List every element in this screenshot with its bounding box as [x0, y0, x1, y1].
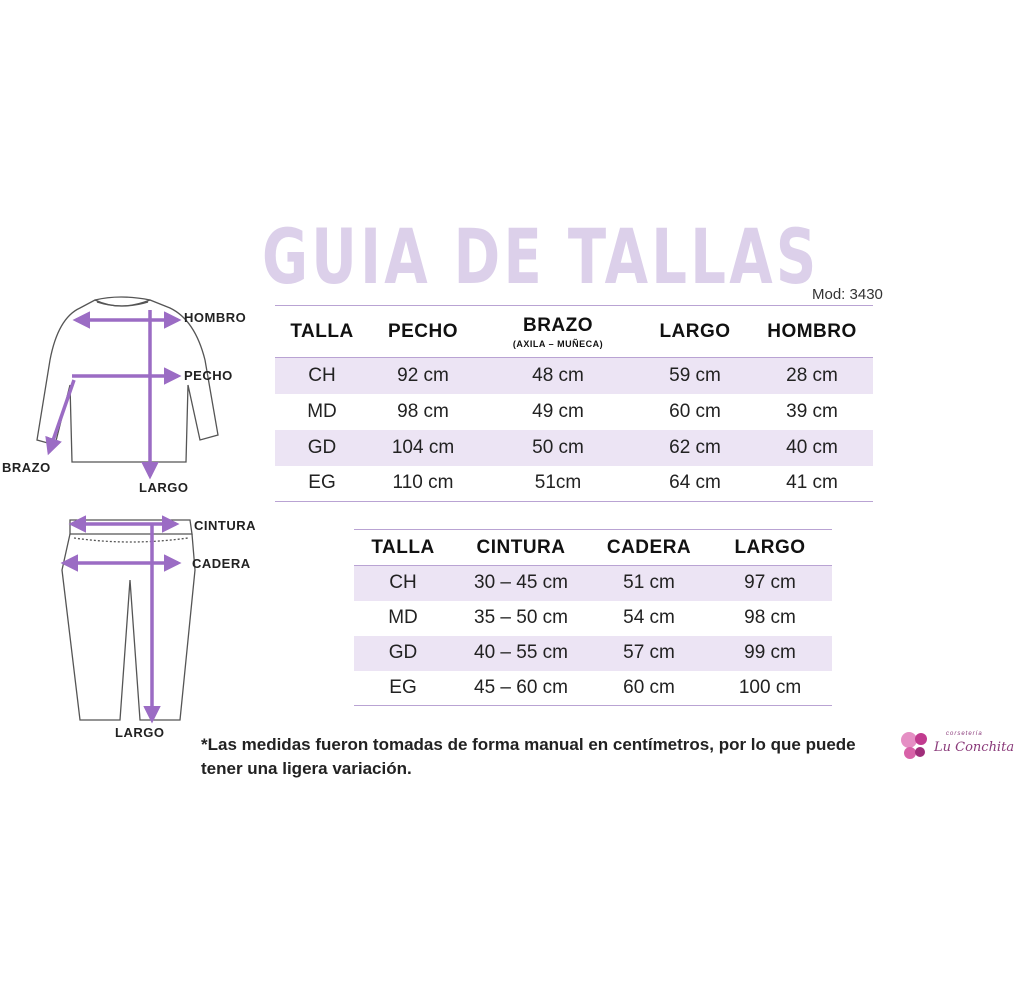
cell-largo: 62 cm [639, 430, 751, 466]
bottom-size-table [354, 529, 832, 706]
shirt-largo-label: LARGO [139, 480, 189, 495]
cell-brazo: 50 cm [477, 430, 639, 466]
cell-hombro: 40 cm [751, 430, 873, 466]
cell-cadera: 57 cm [590, 636, 708, 671]
cell-pecho: 104 cm [369, 430, 477, 466]
butterfly-icon [901, 732, 927, 759]
logo-name: Lu Conchita [934, 740, 1014, 755]
header-hombro: HOMBRO [751, 306, 873, 358]
header-talla: TALLA [354, 530, 452, 566]
header-talla: TALLA [275, 306, 369, 358]
model-number: Mod: 3430 [812, 286, 883, 303]
cell-hombro: 28 cm [751, 358, 873, 394]
cell-pecho: 98 cm [397, 400, 449, 422]
cell-largo: 64 cm [669, 472, 721, 494]
cell-talla: GD [354, 636, 452, 671]
pecho-label: PECHO [184, 368, 233, 383]
cell-cintura: 30 – 45 cm [452, 566, 590, 601]
table-row [354, 601, 832, 636]
top-table-header [275, 306, 873, 358]
cell-largo: 100 cm [738, 676, 802, 698]
cell-talla: EG [389, 676, 417, 698]
cell-largo: 99 cm [708, 636, 832, 671]
brazo-label: BRAZO [2, 460, 51, 475]
cell-brazo: 51cm [534, 472, 582, 494]
table-row [354, 636, 832, 671]
table-row [275, 466, 873, 502]
cell-cintura: 40 – 55 cm [452, 636, 590, 671]
top-size-table [275, 305, 873, 502]
cell-cadera: 54 cm [623, 607, 675, 628]
header-cintura: CINTURA [452, 530, 590, 566]
cell-pecho: 92 cm [369, 358, 477, 394]
cell-talla: CH [275, 358, 369, 394]
logo-tagline: corsetería [946, 731, 983, 737]
cell-brazo: 48 cm [477, 358, 639, 394]
cell-talla: CH [354, 566, 452, 601]
cell-talla: EG [308, 472, 336, 494]
table-row [275, 358, 873, 394]
cell-hombro: 39 cm [786, 400, 838, 422]
table-row [275, 394, 873, 430]
cell-cintura: 45 – 60 cm [474, 676, 568, 698]
header-brazo-label: BRAZO [522, 314, 594, 336]
header-largo: LARGO [708, 530, 832, 566]
header-brazo [477, 306, 639, 358]
cell-cadera: 60 cm [623, 676, 675, 698]
table-row [275, 430, 873, 466]
cell-largo: 97 cm [708, 566, 832, 601]
cell-talla: GD [275, 430, 369, 466]
cell-cintura: 35 – 50 cm [474, 607, 568, 628]
pants-diagram [50, 510, 250, 730]
page-title: GUIA DE TALLAS [262, 212, 820, 301]
hombro-label: HOMBRO [184, 310, 247, 325]
cell-cadera: 51 cm [590, 566, 708, 601]
cintura-label: CINTURA [194, 518, 256, 533]
cell-largo: 59 cm [639, 358, 751, 394]
cell-largo: 98 cm [744, 607, 796, 628]
header-largo: LARGO [639, 306, 751, 358]
cell-pecho: 110 cm [392, 472, 454, 494]
measurement-note: *Las medidas fueron tomadas de forma manual en centímetros, por lo que puede tener una ligera variación. [201, 735, 856, 778]
cell-brazo: 49 cm [532, 400, 584, 422]
cell-talla: MD [307, 400, 337, 422]
cell-hombro: 41 cm [786, 472, 838, 494]
header-cadera: CADERA [590, 530, 708, 566]
cell-talla: MD [388, 607, 418, 628]
cell-largo: 60 cm [669, 400, 721, 422]
header-brazo-sub: (AXILA – MUÑECA) [512, 338, 604, 349]
header-pecho: PECHO [369, 306, 477, 358]
cadera-label: CADERA [192, 556, 251, 571]
table-row [354, 566, 832, 601]
pants-largo-label: LARGO [115, 725, 165, 740]
bottom-table-header [354, 530, 832, 566]
table-row [354, 671, 832, 706]
